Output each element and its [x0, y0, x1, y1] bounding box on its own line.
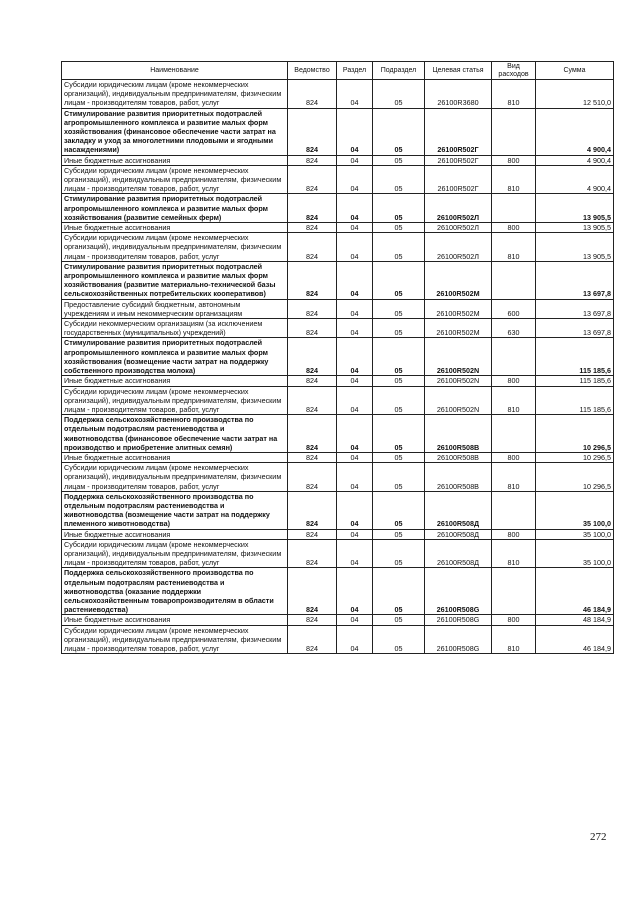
cell-razdel: 04 — [337, 80, 373, 109]
cell-podrazdel: 05 — [373, 233, 425, 262]
cell-podrazdel: 05 — [373, 529, 425, 539]
header-podrazdel: Подраздел — [373, 62, 425, 80]
cell-celevaya-statya: 26100R502Л — [425, 233, 492, 262]
cell-celevaya-statya: 26100R502Г — [425, 165, 492, 194]
table-header-row — [62, 62, 614, 80]
cell-podrazdel: 05 — [373, 338, 425, 376]
table-row — [62, 338, 614, 376]
cell-vedomstvo: 824 — [288, 108, 337, 155]
header-vedomstvo: Ведомство — [288, 62, 337, 80]
cell-vid-raskhodov — [492, 261, 536, 299]
cell-name: Субсидии юридическим лицам (кроме некоммерческих организаций), индивидуальным предпринимателям, физическим лицам - производителям товаров, работ, услуг — [62, 80, 288, 109]
budget-table — [61, 61, 614, 654]
table-row — [62, 261, 614, 299]
cell-name: Субсидии юридическим лицам (кроме некоммерческих организаций), индивидуальным предпринимателям, физическим лицам - производителям товаров, работ, услуг — [62, 165, 288, 194]
cell-summa: 10 296,5 — [536, 463, 614, 492]
cell-vid-raskhodov — [492, 108, 536, 155]
cell-name: Иные бюджетные ассигнования — [62, 615, 288, 625]
cell-razdel: 04 — [337, 376, 373, 386]
cell-razdel: 04 — [337, 155, 373, 165]
cell-name: Стимулирование развития приоритетных подотраслей агропромышленного комплекса и развитие малых форм хозяйствования (финансовое обеспечение части затрат на закладку и уход за многолетними плодовыми и ягодными насаждениями) — [62, 108, 288, 155]
cell-summa: 13 697,8 — [536, 319, 614, 338]
cell-razdel: 04 — [337, 615, 373, 625]
table-row — [62, 491, 614, 529]
cell-celevaya-statya: 26100R502N — [425, 338, 492, 376]
cell-podrazdel: 05 — [373, 415, 425, 453]
page-number: 272 — [590, 831, 607, 843]
cell-celevaya-statya: 26100R502N — [425, 386, 492, 415]
cell-vedomstvo: 824 — [288, 80, 337, 109]
cell-summa: 4 900,4 — [536, 155, 614, 165]
cell-vid-raskhodov: 810 — [492, 233, 536, 262]
cell-celevaya-statya: 26100R508B — [425, 463, 492, 492]
cell-vid-raskhodov: 810 — [492, 386, 536, 415]
cell-summa: 13 905,5 — [536, 194, 614, 223]
cell-vedomstvo: 824 — [288, 452, 337, 462]
cell-name: Поддержка сельскохозяйственного производства по отдельным подотраслям растениеводства и животноводства (возмещение части затрат на поддержку племенного животноводства) — [62, 491, 288, 529]
cell-celevaya-statya: 26100R508Д — [425, 539, 492, 568]
cell-vedomstvo: 824 — [288, 625, 337, 654]
cell-summa: 4 900,4 — [536, 108, 614, 155]
cell-celevaya-statya: 26100R3680 — [425, 80, 492, 109]
table-row — [62, 568, 614, 615]
cell-vid-raskhodov: 810 — [492, 165, 536, 194]
cell-vedomstvo: 824 — [288, 223, 337, 233]
cell-razdel: 04 — [337, 452, 373, 462]
cell-summa: 115 185,6 — [536, 386, 614, 415]
cell-podrazdel: 05 — [373, 223, 425, 233]
cell-razdel: 04 — [337, 108, 373, 155]
cell-vedomstvo: 824 — [288, 299, 337, 318]
cell-razdel: 04 — [337, 261, 373, 299]
cell-vid-raskhodov: 800 — [492, 223, 536, 233]
cell-vedomstvo: 824 — [288, 491, 337, 529]
cell-vedomstvo: 824 — [288, 319, 337, 338]
cell-vedomstvo: 824 — [288, 155, 337, 165]
header-razdel: Раздел — [337, 62, 373, 80]
cell-podrazdel: 05 — [373, 539, 425, 568]
table-row — [62, 463, 614, 492]
cell-celevaya-statya: 26100R502Г — [425, 155, 492, 165]
table-row — [62, 615, 614, 625]
cell-vid-raskhodov: 600 — [492, 299, 536, 318]
table-row — [62, 80, 614, 109]
cell-name: Стимулирование развития приоритетных подотраслей агропромышленного комплекса и развитие малых форм хозяйствования (развитие материально-технической базы сельскохозяйственных потребительских кооперативов) — [62, 261, 288, 299]
cell-podrazdel: 05 — [373, 452, 425, 462]
cell-name: Иные бюджетные ассигнования — [62, 376, 288, 386]
cell-razdel: 04 — [337, 386, 373, 415]
cell-name: Субсидии юридическим лицам (кроме некоммерческих организаций), индивидуальным предпринимателям, физическим лицам - производителям товаров, работ, услуг — [62, 539, 288, 568]
cell-summa: 46 184,9 — [536, 568, 614, 615]
cell-vid-raskhodov: 800 — [492, 529, 536, 539]
cell-vid-raskhodov — [492, 568, 536, 615]
cell-celevaya-statya: 26100R502Г — [425, 108, 492, 155]
cell-podrazdel: 05 — [373, 386, 425, 415]
cell-summa: 13 905,5 — [536, 233, 614, 262]
cell-name: Субсидии юридическим лицам (кроме некоммерческих организаций), индивидуальным предпринимателям, физическим лицам - производителям товаров, работ, услуг — [62, 625, 288, 654]
cell-razdel: 04 — [337, 194, 373, 223]
header-summa: Сумма — [536, 62, 614, 80]
cell-celevaya-statya: 26100R502Л — [425, 194, 492, 223]
cell-summa: 12 510,0 — [536, 80, 614, 109]
cell-razdel: 04 — [337, 223, 373, 233]
table-row — [62, 299, 614, 318]
cell-vid-raskhodov — [492, 415, 536, 453]
cell-name: Субсидии некоммерческим организациям (за исключением государственных (муниципальных) учреждений) — [62, 319, 288, 338]
cell-celevaya-statya: 26100R508Д — [425, 491, 492, 529]
cell-vid-raskhodov — [492, 338, 536, 376]
cell-summa: 10 296,5 — [536, 452, 614, 462]
table-row — [62, 452, 614, 462]
table-row — [62, 155, 614, 165]
cell-vid-raskhodov — [492, 491, 536, 529]
table-body — [62, 80, 614, 654]
table-row — [62, 415, 614, 453]
cell-podrazdel: 05 — [373, 319, 425, 338]
cell-celevaya-statya: 26100R502M — [425, 261, 492, 299]
table-row — [62, 108, 614, 155]
cell-vid-raskhodov: 810 — [492, 463, 536, 492]
cell-podrazdel: 05 — [373, 299, 425, 318]
cell-razdel: 04 — [337, 165, 373, 194]
cell-name: Иные бюджетные ассигнования — [62, 155, 288, 165]
cell-name: Субсидии юридическим лицам (кроме некоммерческих организаций), индивидуальным предпринимателям, физическим лицам - производителям товаров, работ, услуг — [62, 386, 288, 415]
cell-summa: 115 185,6 — [536, 376, 614, 386]
cell-celevaya-statya: 26100R508G — [425, 625, 492, 654]
cell-celevaya-statya: 26100R508G — [425, 615, 492, 625]
cell-vedomstvo: 824 — [288, 529, 337, 539]
cell-summa: 35 100,0 — [536, 491, 614, 529]
cell-celevaya-statya: 26100R508G — [425, 568, 492, 615]
cell-podrazdel: 05 — [373, 80, 425, 109]
cell-podrazdel: 05 — [373, 194, 425, 223]
cell-summa: 4 900,4 — [536, 165, 614, 194]
cell-vedomstvo: 824 — [288, 463, 337, 492]
table-row — [62, 386, 614, 415]
header-celevaya-statya: Целевая статья — [425, 62, 492, 80]
cell-vedomstvo: 824 — [288, 539, 337, 568]
cell-vedomstvo: 824 — [288, 261, 337, 299]
header-name: Наименование — [62, 62, 288, 80]
cell-summa: 10 296,5 — [536, 415, 614, 453]
cell-vedomstvo: 824 — [288, 615, 337, 625]
cell-vedomstvo: 824 — [288, 415, 337, 453]
cell-summa: 35 100,0 — [536, 539, 614, 568]
cell-summa: 115 185,6 — [536, 338, 614, 376]
cell-razdel: 04 — [337, 529, 373, 539]
cell-razdel: 04 — [337, 338, 373, 376]
cell-vid-raskhodov: 800 — [492, 615, 536, 625]
cell-celevaya-statya: 26100R508Д — [425, 529, 492, 539]
table-row — [62, 194, 614, 223]
cell-podrazdel: 05 — [373, 491, 425, 529]
cell-name: Предоставление субсидий бюджетным, автономным учреждениям и иным некоммерческим организациям — [62, 299, 288, 318]
cell-name: Стимулирование развития приоритетных подотраслей агропромышленного комплекса и развитие малых форм хозяйствования (развитие семейных ферм) — [62, 194, 288, 223]
cell-celevaya-statya: 26100R502N — [425, 376, 492, 386]
cell-name: Поддержка сельскохозяйственного производства по отдельным подотраслям растениеводства и животноводства (оказание поддержки сельскохозяйственным товаропроизводителям в области растениеводства) — [62, 568, 288, 615]
cell-razdel: 04 — [337, 568, 373, 615]
cell-razdel: 04 — [337, 233, 373, 262]
cell-summa: 35 100,0 — [536, 529, 614, 539]
cell-name: Иные бюджетные ассигнования — [62, 529, 288, 539]
cell-podrazdel: 05 — [373, 625, 425, 654]
cell-vedomstvo: 824 — [288, 194, 337, 223]
cell-vid-raskhodov: 810 — [492, 80, 536, 109]
header-vid-raskhodov: Вид расходов — [492, 62, 536, 80]
cell-celevaya-statya: 26100R502Л — [425, 223, 492, 233]
cell-vid-raskhodov: 800 — [492, 452, 536, 462]
cell-vedomstvo: 824 — [288, 165, 337, 194]
table-row — [62, 319, 614, 338]
table-row — [62, 223, 614, 233]
cell-name: Поддержка сельскохозяйственного производства по отдельным подотраслям растениеводства и животноводства (финансовое обеспечение части затрат на производство и приобретение элитных семян) — [62, 415, 288, 453]
cell-vid-raskhodov — [492, 194, 536, 223]
cell-name: Иные бюджетные ассигнования — [62, 223, 288, 233]
cell-vedomstvo: 824 — [288, 568, 337, 615]
cell-razdel: 04 — [337, 299, 373, 318]
cell-summa: 13 697,8 — [536, 299, 614, 318]
table-row — [62, 376, 614, 386]
table-row — [62, 625, 614, 654]
cell-name: Стимулирование развития приоритетных подотраслей агропромышленного комплекса и развитие малых форм хозяйствования (возмещение части затрат на поддержку собственного производства молока) — [62, 338, 288, 376]
cell-razdel: 04 — [337, 539, 373, 568]
cell-podrazdel: 05 — [373, 108, 425, 155]
cell-vid-raskhodov: 810 — [492, 625, 536, 654]
cell-podrazdel: 05 — [373, 165, 425, 194]
cell-vedomstvo: 824 — [288, 233, 337, 262]
table-row — [62, 165, 614, 194]
cell-vedomstvo: 824 — [288, 338, 337, 376]
cell-podrazdel: 05 — [373, 568, 425, 615]
cell-name: Субсидии юридическим лицам (кроме некоммерческих организаций), индивидуальным предпринимателям, физическим лицам - производителям товаров, работ, услуг — [62, 463, 288, 492]
cell-vid-raskhodov: 810 — [492, 539, 536, 568]
cell-summa: 13 905,5 — [536, 223, 614, 233]
cell-podrazdel: 05 — [373, 463, 425, 492]
cell-summa: 46 184,9 — [536, 625, 614, 654]
cell-razdel: 04 — [337, 625, 373, 654]
cell-vedomstvo: 824 — [288, 376, 337, 386]
cell-name: Субсидии юридическим лицам (кроме некоммерческих организаций), индивидуальным предпринимателям, физическим лицам - производителям товаров, работ, услуг — [62, 233, 288, 262]
table-row — [62, 529, 614, 539]
cell-razdel: 04 — [337, 415, 373, 453]
cell-celevaya-statya: 26100R502M — [425, 319, 492, 338]
cell-razdel: 04 — [337, 319, 373, 338]
cell-razdel: 04 — [337, 491, 373, 529]
cell-celevaya-statya: 26100R502M — [425, 299, 492, 318]
cell-podrazdel: 05 — [373, 615, 425, 625]
cell-podrazdel: 05 — [373, 261, 425, 299]
table-row — [62, 539, 614, 568]
cell-vedomstvo: 824 — [288, 386, 337, 415]
cell-vid-raskhodov: 630 — [492, 319, 536, 338]
cell-celevaya-statya: 26100R508B — [425, 452, 492, 462]
table-row — [62, 233, 614, 262]
cell-podrazdel: 05 — [373, 155, 425, 165]
cell-razdel: 04 — [337, 463, 373, 492]
cell-name: Иные бюджетные ассигнования — [62, 452, 288, 462]
cell-vid-raskhodov: 800 — [492, 155, 536, 165]
cell-summa: 48 184,9 — [536, 615, 614, 625]
cell-podrazdel: 05 — [373, 376, 425, 386]
cell-celevaya-statya: 26100R508B — [425, 415, 492, 453]
cell-summa: 13 697,8 — [536, 261, 614, 299]
cell-vid-raskhodov: 800 — [492, 376, 536, 386]
